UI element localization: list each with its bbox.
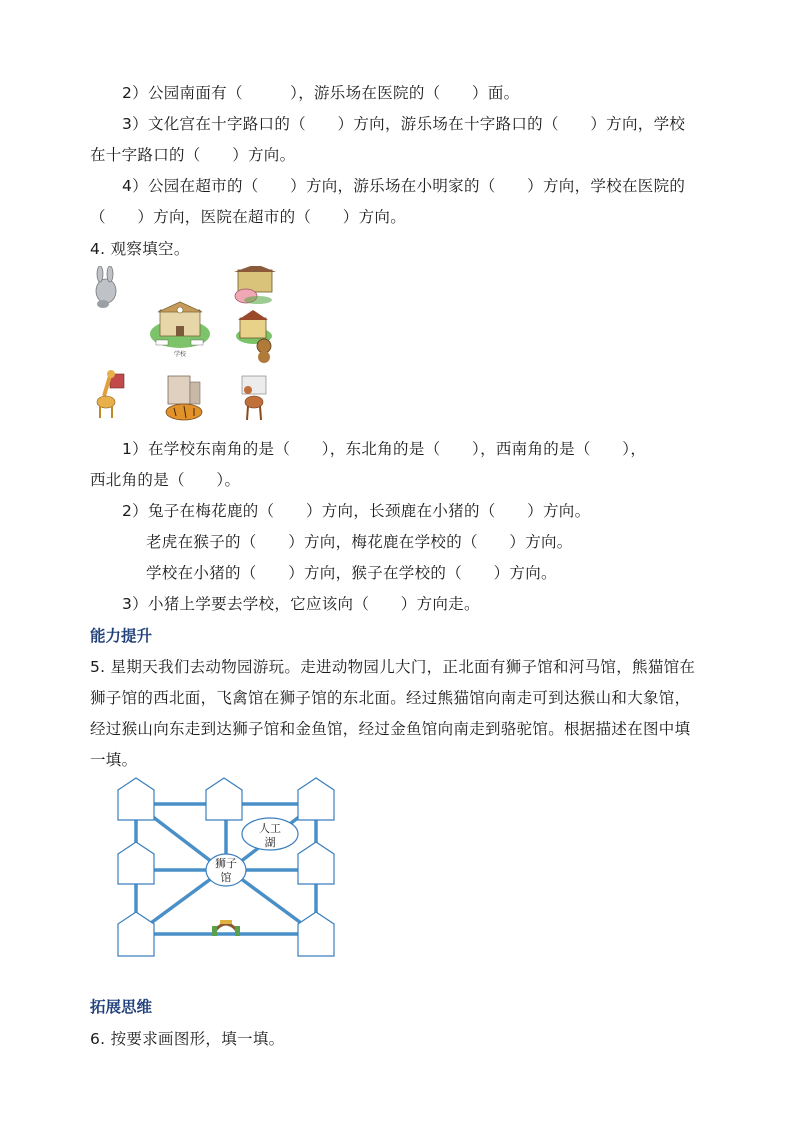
q4-title: 4. 观察填空。 <box>90 240 190 258</box>
house-se-box <box>298 912 334 956</box>
q4-item-2-line2: 老虎在猴子的（ ）方向，梅花鹿在学校的（ ）方向。 <box>146 533 573 551</box>
q3-item-4: 4）公园在超市的（ ）方向，游乐场在小明家的（ ）方向，学校在医院的 <box>122 177 686 195</box>
q4-item-2-line3: 学校在小猪的（ ）方向，猴子在学校的（ ）方向。 <box>146 564 557 582</box>
lion-label-line1: 狮子 <box>215 857 237 870</box>
giraffe-icon <box>97 370 124 418</box>
q4-item-2: 2）兔子在梅花鹿的（ ）方向，长颈鹿在小猪的（ ）方向。 <box>122 502 591 520</box>
q3-item-3-cont: 在十字路口的（ ）方向。 <box>90 146 296 164</box>
q5-line-2: 狮子馆的西北面，飞禽馆在狮子馆的东北面。经过熊猫馆向南走可到达猴山和大象馆， <box>90 689 691 707</box>
deer-icon <box>242 376 266 420</box>
monkey-house-icon <box>236 310 272 363</box>
school-label: 学校 <box>173 351 187 358</box>
pig-house-icon <box>234 266 276 304</box>
q5-line-1: 5. 星期天我们去动物园游玩。走进动物园儿大门，正北面有狮子馆和河马馆，熊猫馆在 <box>90 658 696 676</box>
zoo-map-diagram <box>110 774 342 962</box>
q4-item-3: 3）小猪上学要去学校，它应该向（ ）方向走。 <box>122 595 480 613</box>
q6-title: 6. 按要求画图形，填一填。 <box>90 1030 285 1048</box>
house-sw-box <box>118 912 154 956</box>
rabbit-icon <box>96 266 116 308</box>
lion-house-node <box>206 854 246 886</box>
house-e-box <box>298 842 334 884</box>
lake-label-line1: 人工 <box>259 822 281 835</box>
school-icon <box>150 302 210 358</box>
section-heading-expand: 拓展思维 <box>90 998 153 1016</box>
section-heading-ability: 能力提升 <box>90 627 153 645</box>
q4-item-1-cont: 西北角的是（ ）。 <box>90 471 241 489</box>
q3-item-2: 2）公园南面有（ ），游乐场在医院的（ ）面。 <box>122 84 520 102</box>
house-nw-box <box>118 778 154 820</box>
q3-item-3: 3）文化宫在十字路口的（ ）方向，游乐场在十字路口的（ ）方向，学校 <box>122 115 686 133</box>
q5-line-3: 经过猴山向东走到达狮子馆和金鱼馆，经过金鱼馆向南走到骆驼馆。根据描述在图中填 <box>90 720 691 738</box>
house-ne-box <box>298 778 334 820</box>
house-n-box <box>206 778 242 820</box>
house-w-box <box>118 842 154 884</box>
q4-item-1: 1）在学校东南角的是（ ），东北角的是（ ），西南角的是（ ）， <box>122 440 647 458</box>
tiger-building-icon <box>166 376 202 420</box>
q3-item-4-cont: （ ）方向，医院在超市的（ ）方向。 <box>90 208 407 226</box>
animal-position-figure <box>88 266 288 426</box>
lion-label-line2: 馆 <box>220 871 232 884</box>
artificial-lake <box>242 818 298 850</box>
q5-line-4: 一填。 <box>90 751 138 769</box>
lake-label-line2: 湖 <box>264 836 276 849</box>
